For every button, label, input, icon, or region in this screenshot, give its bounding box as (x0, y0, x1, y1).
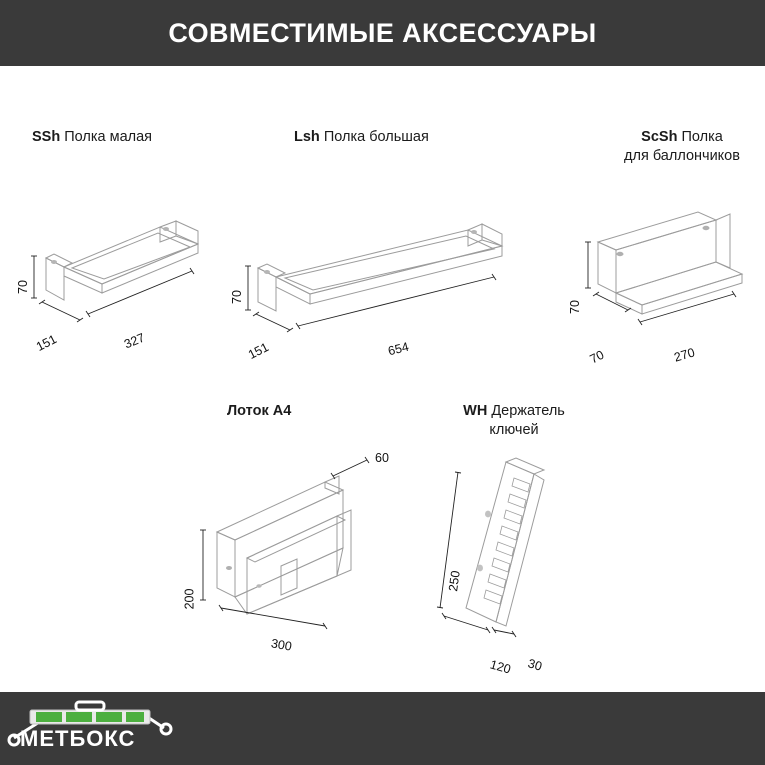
product-scsh-name-line1: Полка (681, 129, 723, 145)
product-wh-caption (424, 402, 604, 440)
product-wh-name-line1: Держатель (491, 403, 565, 419)
product-wh-code: WH (463, 403, 488, 419)
brand-logo (8, 698, 176, 758)
product-tray-dim-width: 300 (269, 636, 293, 654)
product-scsh-dim-width: 270 (672, 345, 697, 365)
product-wh-dim-depth: 30 (526, 656, 544, 674)
product-ssh-name: Полка малая (64, 129, 153, 145)
product-tray-drawing (175, 448, 400, 638)
product-tray-caption (227, 402, 397, 421)
logo-wordmark: МЕТБОКС (20, 726, 136, 751)
product-ssh-caption (32, 128, 252, 147)
product-wh (410, 396, 630, 677)
product-scsh-dim-height: 70 (567, 300, 582, 314)
logo-graphic (8, 698, 174, 758)
product-ssh-dim-width: 327 (122, 330, 147, 352)
product-tray-a4 (175, 396, 405, 654)
product-tray-dim-height: 200 (182, 588, 197, 610)
product-lsh-drawing (236, 180, 546, 330)
product-lsh-dim-width: 654 (386, 339, 411, 359)
product-lsh-name: Полка большая (323, 129, 429, 145)
product-tray-code: Лоток (227, 403, 269, 419)
product-wh-name-line2: ключей (489, 422, 539, 438)
page-title: СОВМЕСТИМЫЕ АКСЕССУАРЫ (168, 17, 597, 48)
product-lsh-dim-depth: 151 (245, 340, 271, 362)
product-ssh (15, 122, 250, 354)
product-lsh-dim-height: 70 (229, 290, 244, 304)
product-scsh (556, 122, 761, 367)
product-scsh-drawing (556, 184, 756, 334)
product-lsh (229, 122, 556, 362)
product-wh-dim-height: 250 (446, 569, 463, 593)
product-scsh-code: ScSh (641, 129, 678, 145)
product-wh-drawing (410, 448, 610, 638)
product-ssh-code: SSh (32, 129, 61, 145)
product-lsh-caption (294, 128, 554, 147)
product-ssh-dim-depth: 151 (33, 332, 59, 354)
product-lsh-code: Lsh (294, 129, 320, 145)
product-ssh-dim-height: 70 (15, 280, 30, 294)
product-ssh-drawing (20, 174, 250, 314)
product-scsh-caption (602, 128, 762, 166)
product-tray-dim-depth: 60 (375, 451, 389, 465)
product-scsh-name-line2: для баллончиков (624, 148, 740, 164)
header-bar (0, 0, 765, 66)
product-scsh-dim-depth: 70 (587, 347, 607, 367)
product-tray-name: A4 (272, 403, 292, 419)
toolbox-icon (30, 702, 150, 724)
product-wh-dim-width: 120 (488, 657, 513, 677)
